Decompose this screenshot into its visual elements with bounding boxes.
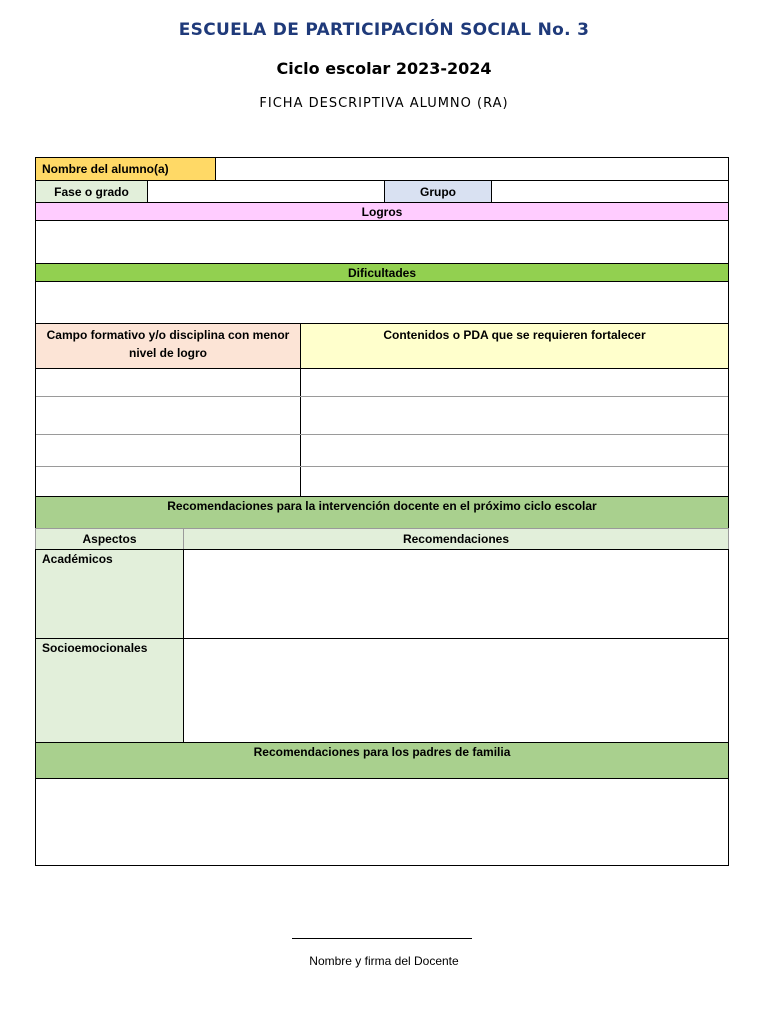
group-field[interactable] [491, 180, 729, 203]
difficulties-field[interactable] [35, 281, 729, 324]
contents-header: Contenidos o PDA que se requieren fortalecer [300, 323, 729, 369]
formative-field-column[interactable] [35, 368, 301, 497]
form-title: FICHA DESCRIPTIVA ALUMNO (RA) [259, 96, 509, 111]
difficulties-header: Dificultades [35, 263, 729, 282]
row-divider [36, 396, 728, 397]
grade-field[interactable] [147, 180, 385, 203]
achievements-header: Logros [35, 202, 729, 221]
aspects-header: Aspectos [35, 528, 184, 550]
student-name-field[interactable] [215, 157, 729, 181]
achievements-field[interactable] [35, 220, 729, 264]
formative-field-header: Campo formativo y/o disciplina con menor nivel de logro [35, 323, 301, 369]
signature-line [292, 938, 472, 939]
socioemotional-label: Socioemocionales [35, 638, 184, 743]
group-label: Grupo [384, 180, 492, 203]
school-title: ESCUELA DE PARTICIPACIÓN SOCIAL No. 3 [178, 20, 590, 40]
row-divider [36, 434, 728, 435]
parents-recommendations-field[interactable] [35, 778, 729, 866]
academic-recommendations-field[interactable] [183, 549, 729, 639]
contents-column[interactable] [300, 368, 729, 497]
row-divider [36, 466, 728, 467]
academic-label: Académicos [35, 549, 184, 639]
recommendations-header: Recomendaciones [183, 528, 729, 550]
socioemotional-recommendations-field[interactable] [183, 638, 729, 743]
school-cycle: Ciclo escolar 2023-2024 [276, 59, 492, 78]
signature-label: Nombre y firma del Docente [309, 954, 459, 968]
grade-label: Fase o grado [35, 180, 148, 203]
teacher-recommendations-header: Recomendaciones para la intervención docente en el próximo ciclo escolar [35, 496, 729, 529]
parents-recommendations-header: Recomendaciones para los padres de familia [35, 742, 729, 779]
student-name-label: Nombre del alumno(a) [35, 157, 216, 181]
